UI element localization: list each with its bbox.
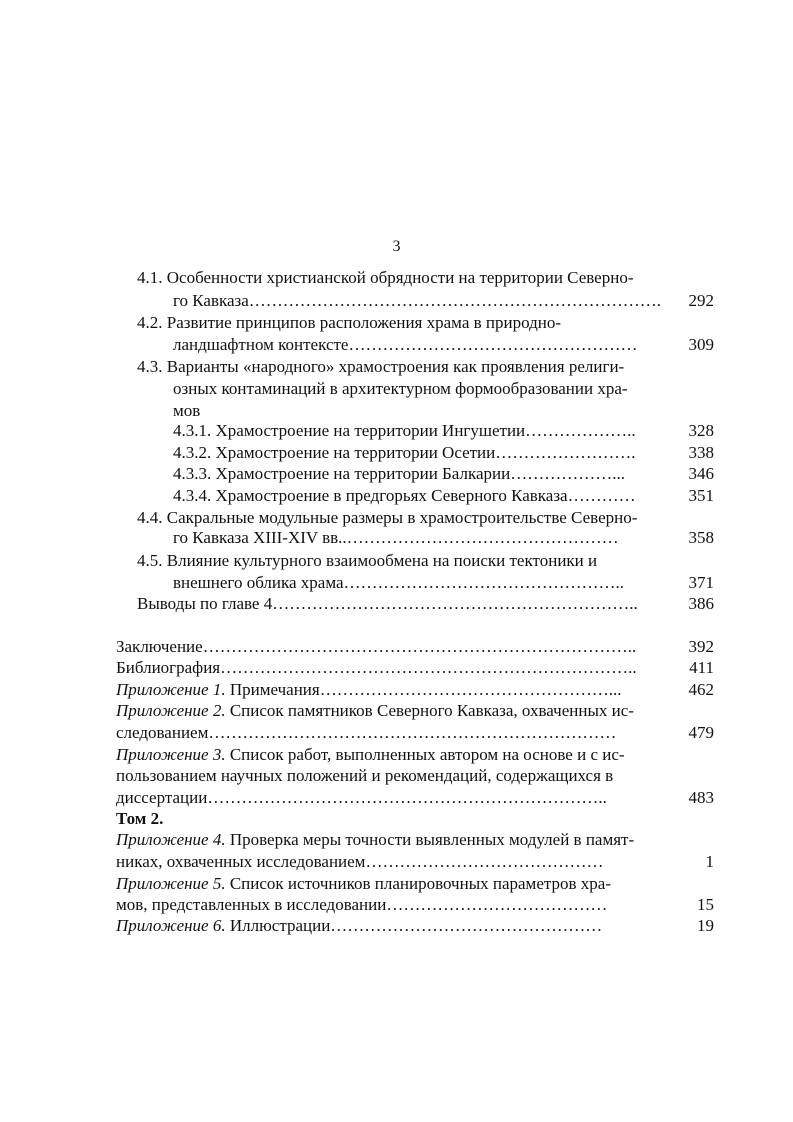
toc-page-conclusions-4: 386 — [688, 594, 714, 613]
toc-page-4-3-4: 351 — [688, 486, 714, 505]
toc-page-appendix-5: 15 — [697, 895, 714, 914]
appendix-6-label: Приложение 6. — [116, 916, 226, 935]
toc-entry-appendix-4-line1 — [116, 830, 634, 850]
appendix-6-title: Иллюстрации………………………………………… — [225, 916, 603, 935]
appendix-2-title: Список памятников Северного Кавказа, охваченных ис- — [225, 701, 634, 720]
toc-entry-4-3-2: 4.3.2. Храмостроение на территории Осетии……………………. — [173, 443, 636, 462]
appendix-5-label: Приложение 5. — [116, 874, 226, 893]
toc-entry-4-3-4: 4.3.4. Храмостроение в предгорьях Северного Кавказа………… — [173, 486, 636, 505]
toc-entry-4-3-3: 4.3.3. Храмостроение на территории Балкарии………………... — [173, 464, 625, 483]
toc-page-appendix-1: 462 — [688, 680, 714, 699]
toc-entry-4-4-line1: 4.4. Сакральные модульные размеры в храмостроительстве Северно- — [137, 508, 638, 527]
toc-entry-4-5-line1: 4.5. Влияние культурного взаимообмена на поиски тектоники и — [137, 551, 598, 570]
toc-entry-4-1-line2: го Кавказа………………………………………………………………. — [173, 291, 662, 310]
appendix-4-title: Проверка меры точности выявленных модулей в памят- — [225, 830, 635, 849]
toc-page-4-3-3: 346 — [688, 464, 714, 483]
toc-entry-appendix-3-line3: диссертации…………………………………………………………….. — [116, 788, 607, 807]
appendix-3-label: Приложение 3. — [116, 745, 226, 764]
toc-page-4-3-2: 338 — [688, 443, 714, 462]
toc-entry-4-2-line2: ландшафтном контексте…………………………………………… — [173, 335, 638, 354]
toc-entry-4-3-line2: озных контаминаций в архитектурном формообразовании хра- — [173, 379, 628, 398]
toc-page-appendix-6: 19 — [697, 916, 714, 935]
toc-entry-bibliography: Библиография……………………………………………………………….. — [116, 658, 637, 677]
toc-page-conclusion: 392 — [688, 637, 714, 656]
toc-page-4-1: 292 — [688, 291, 714, 310]
toc-entry-appendix-2-line2: следованием……………………………………………………………… — [116, 723, 617, 742]
toc-page-appendix-2: 479 — [688, 723, 714, 742]
appendix-1-label: Приложение 1. — [116, 680, 226, 699]
toc-entry-conclusions-4: Выводы по главе 4……………………………………………………….. — [137, 594, 638, 613]
appendix-3-title: Список работ, выполненных автором на основе и с ис- — [225, 745, 625, 764]
toc-entry-appendix-6 — [116, 916, 602, 936]
toc-entry-appendix-5-line2: мов, представленных в исследовании………………………………… — [116, 895, 608, 914]
toc-entry-appendix-3-line2: пользованием научных положений и рекомендаций, содержащихся в — [116, 766, 614, 785]
toc-page-4-2: 309 — [688, 335, 714, 354]
toc-page-4-5: 371 — [688, 573, 714, 592]
toc-entry-conclusion: Заключение………………………………………………………………….. — [116, 637, 637, 656]
appendix-4-label: Приложение 4. — [116, 830, 226, 849]
appendix-5-title: Список источников планировочных параметров хра- — [225, 874, 611, 893]
toc-entry-4-3-line1: 4.3. Варианты «народного» храмостроения как проявления религи- — [137, 357, 625, 376]
toc-entry-4-1-line1: 4.1. Особенности христианской обрядности на территории Северно- — [137, 268, 634, 287]
toc-entry-4-4-line2: го Кавказа XIII-XIV вв..………………………………………… — [173, 528, 619, 547]
toc-page-4-4: 358 — [688, 528, 714, 547]
page-number: 3 — [392, 238, 401, 255]
toc-page-appendix-4: 1 — [705, 852, 714, 871]
toc-entry-appendix-5-line1 — [116, 874, 611, 894]
toc-entry-appendix-2-line1 — [116, 701, 634, 721]
toc-entry-4-3-1: 4.3.1. Храмостроение на территории Ингушетии……………….. — [173, 421, 636, 440]
appendix-2-label: Приложение 2. — [116, 701, 226, 720]
toc-entry-4-2-line1: 4.2. Развитие принципов расположения храма в природно- — [137, 313, 562, 332]
toc-page-4-3-1: 328 — [688, 421, 714, 440]
toc-entry-appendix-3-line1 — [116, 745, 625, 765]
toc-entry-appendix-1 — [116, 680, 621, 700]
volume-2-heading: Том 2. — [116, 809, 164, 828]
toc-entry-appendix-4-line2: никах, охваченных исследованием…………………………………… — [116, 852, 604, 871]
toc-page-appendix-3: 483 — [688, 788, 714, 807]
toc-entry-4-3-line3: мов — [173, 401, 201, 420]
toc-entry-4-5-line2: внешнего облика храма………………………………………….. — [173, 573, 625, 592]
appendix-1-title: Примечания……………………………………………... — [225, 680, 622, 699]
toc-page-bibliography: 411 — [689, 658, 714, 677]
